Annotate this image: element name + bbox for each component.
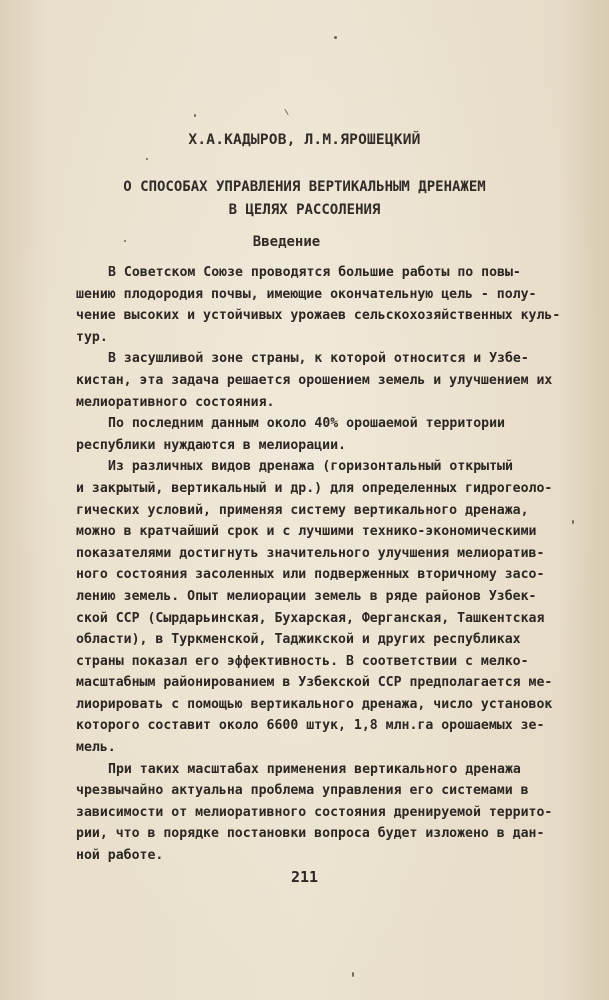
page-number: 211 [290, 868, 319, 886]
text-line: чение высоких и устойчивых урожаев сельскохозяйственных куль- [76, 308, 561, 324]
scan-speck [334, 36, 337, 39]
text-line: масштабным районированием в Узбекской ССР предполагается ме- [76, 675, 553, 691]
text-line: тур. [76, 329, 108, 345]
text-line: мелиоративного состояния. [76, 394, 275, 410]
scan-speck [284, 108, 289, 115]
text-line: ной работе. [76, 848, 164, 864]
text-line: показателями достигнуть значительного улучшения мелиоратив- [76, 545, 545, 561]
title-line: В ЦЕЛЯХ РАССОЛЕНИЯ [228, 202, 381, 218]
article-title [0, 176, 609, 222]
text-line: Из различных видов дренажа (горизонтальный открытый [108, 459, 513, 475]
scan-speck [194, 114, 196, 117]
text-line: В Советском Союзе проводятся большие работы по повы- [108, 265, 521, 280]
text-line: шению плодородия почвы, имеющие окончательную цель - полу- [76, 286, 537, 302]
text-line: По последним данным около 40% орошаемой территории [108, 416, 505, 432]
text-line: При таких масштабах применения вертикального дренажа [108, 761, 521, 777]
text-line: страны показал его эффективность. В соответствии с мелко- [76, 653, 529, 669]
text-line: лиорировать с помощью вертикального дренажа, число установок [76, 696, 553, 712]
title-line: О СПОСОБАХ УПРАВЛЕНИЯ ВЕРТИКАЛЬНЫМ ДРЕНАЖЕМ [123, 179, 486, 195]
body-text [76, 262, 566, 867]
text-line: лению земель. Опыт мелиорации земель в ряде районов Узбек- [76, 588, 537, 604]
text-line: мель. [76, 740, 116, 756]
text-line: ской ССР (Сырдарьинская, Бухарская, Ферганская, Ташкентская [76, 610, 545, 626]
scan-speck [572, 520, 574, 524]
text-line: гических условий, применяя систему вертикального дренажа, [76, 502, 529, 518]
text-line: чрезвычайно актуальна проблема управления его системами в [76, 783, 529, 799]
text-line: рии, что в порядке постановки вопроса будет изложено в дан- [76, 826, 545, 842]
text-line: ного состояния засоленных или подверженных вторичному засо- [76, 567, 545, 583]
text-line: В засушливой зоне страны, к которой относится и Узбе- [108, 351, 529, 367]
text-line: области), в Туркменской, Таджикской и других республиках [76, 632, 521, 648]
text-line: и закрытый, вертикальный и др.) для определенных гидрогеоло- [76, 480, 553, 496]
text-line: можно в кратчайший срок и с лучшими технико-экономическими [76, 524, 537, 540]
authors: Х.А.КАДЫРОВ, Л.М.ЯРОШЕЦКИЙ [188, 132, 421, 148]
scan-speck [352, 972, 354, 977]
text-line: кистан, эта задача решается орошением земель и улучшением их [76, 372, 553, 388]
text-line: республики нуждаются в мелиорации. [76, 437, 346, 453]
scan-speck [124, 240, 126, 242]
text-line: зависимости от мелиоративного состояния дренируемой террито- [76, 804, 553, 820]
text-line: которого составит около 6600 штук, 1,8 млн.га орошаемых зе- [76, 718, 545, 734]
scan-speck [146, 158, 148, 160]
section-heading: Введение [252, 234, 321, 250]
